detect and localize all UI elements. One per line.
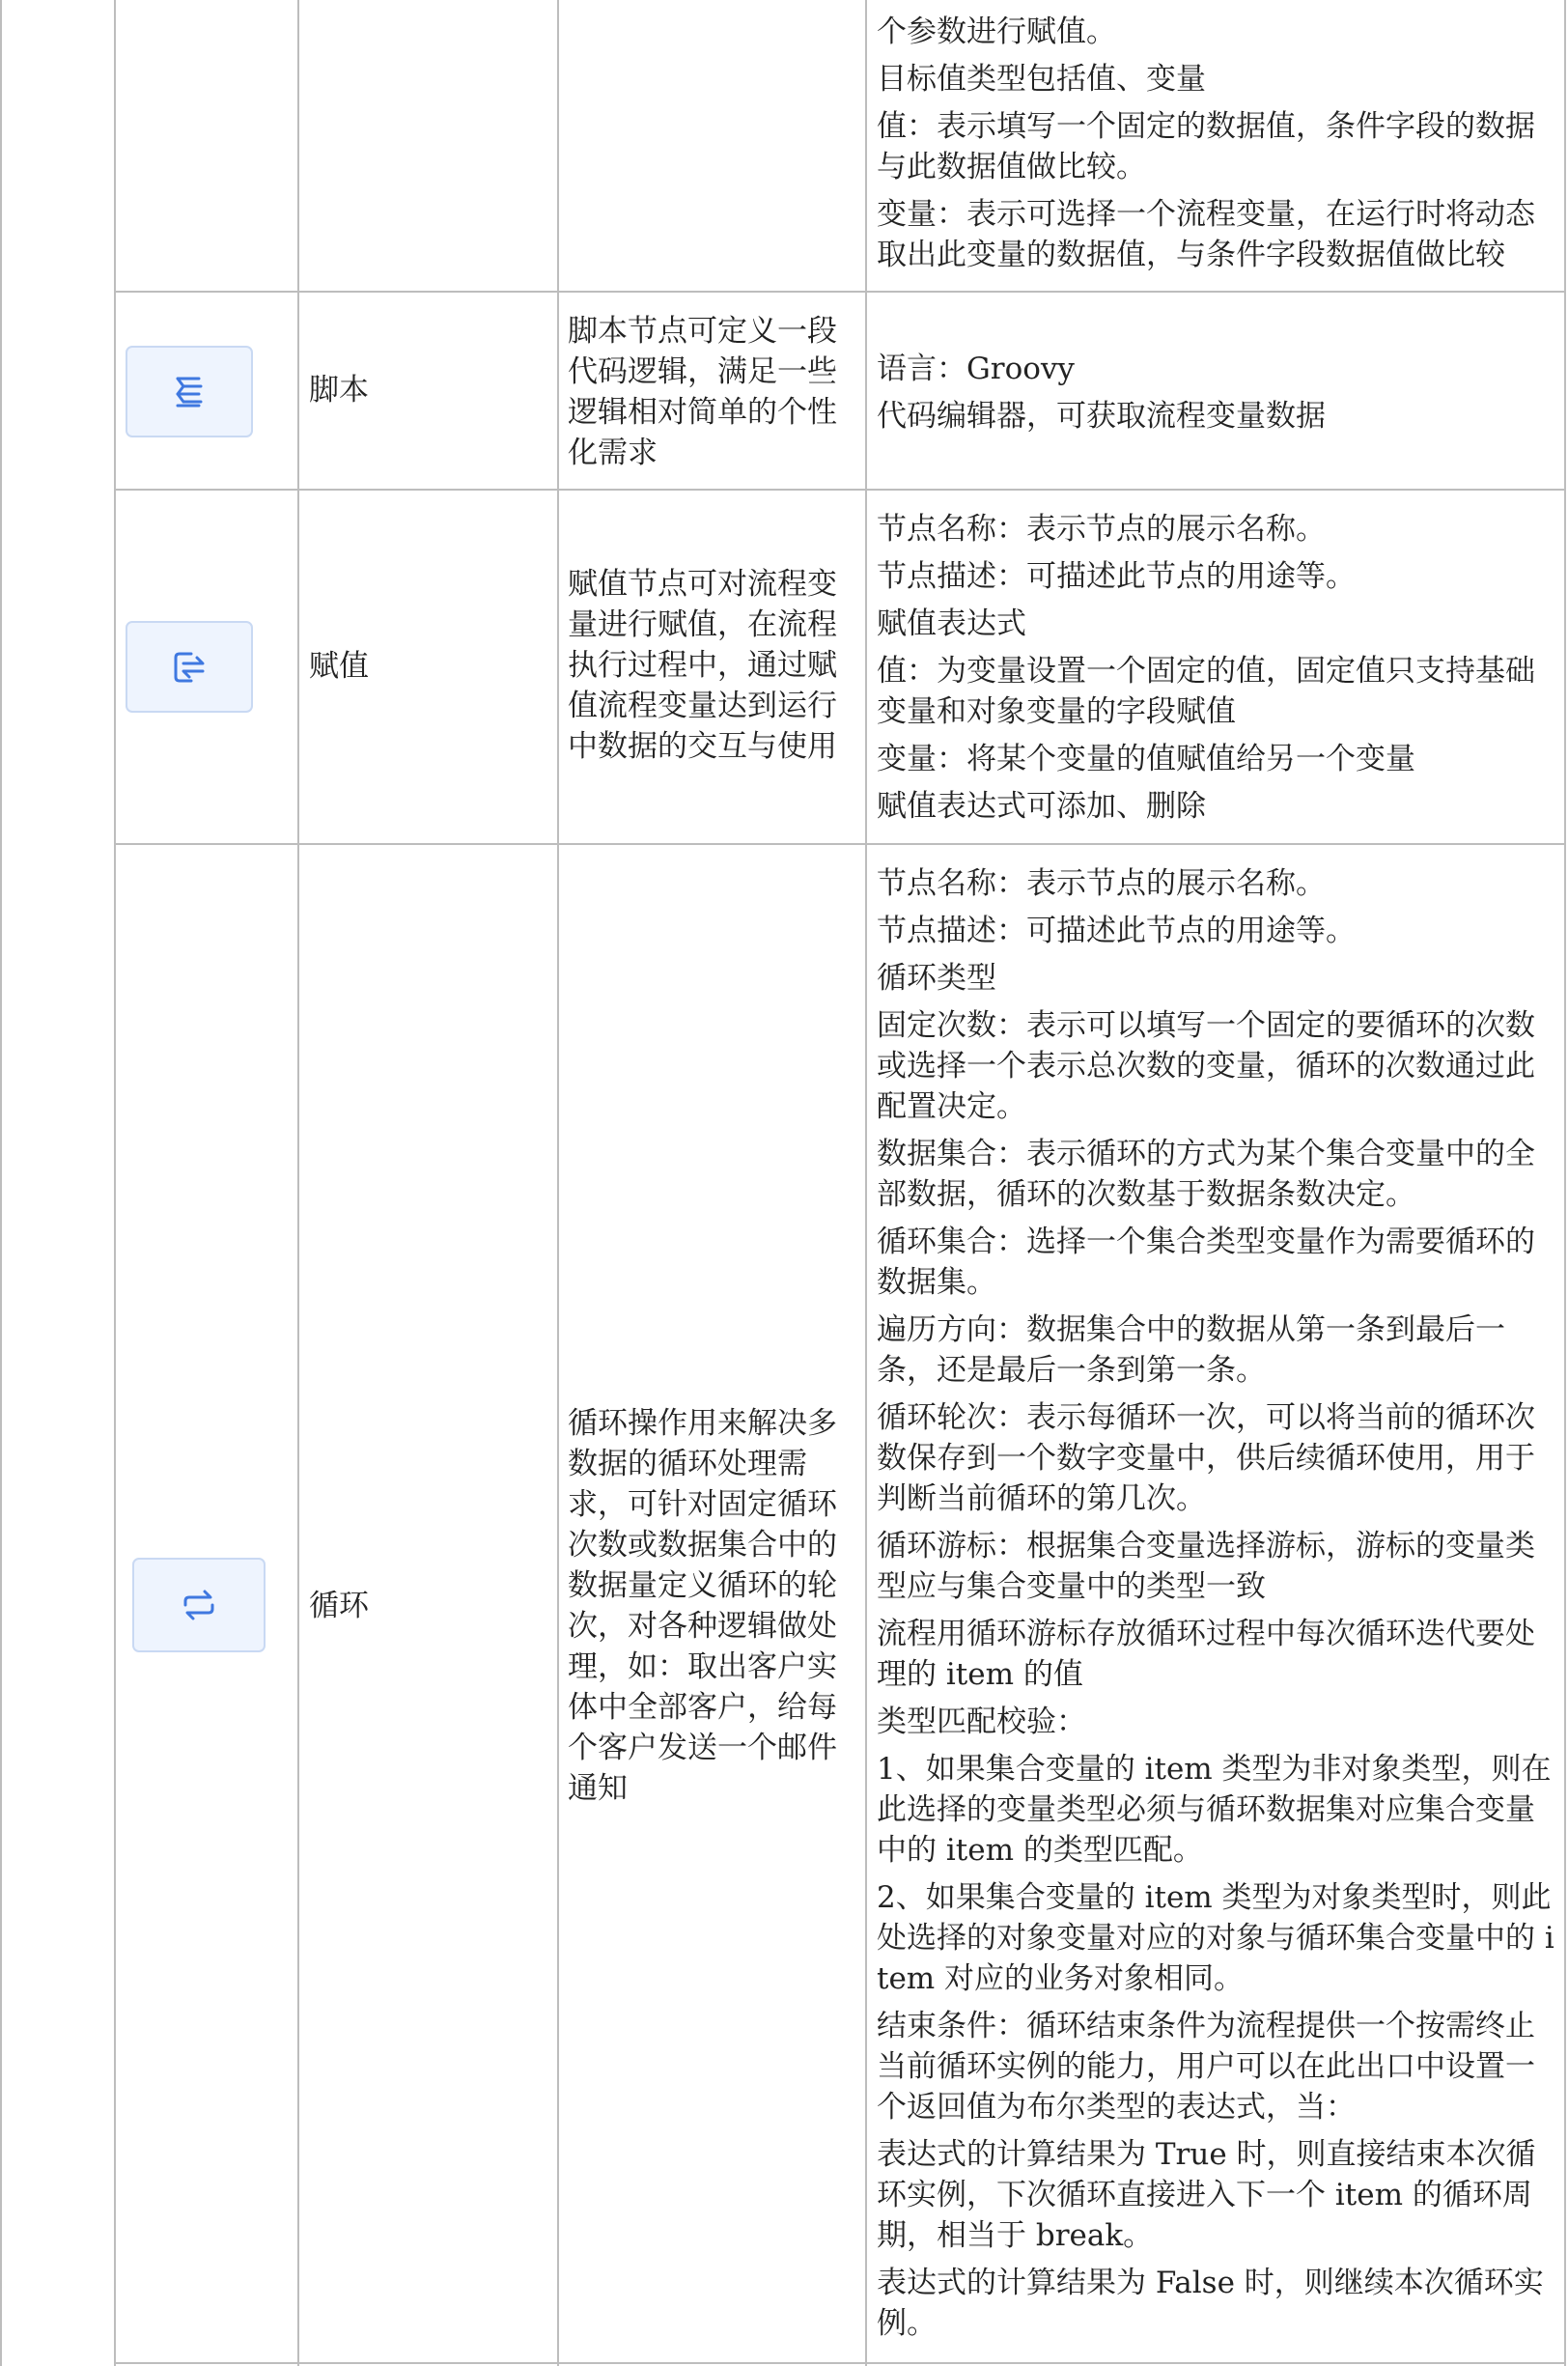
- node-name: 循环: [309, 1589, 369, 1623]
- assign-node-button[interactable]: [126, 621, 253, 713]
- description-line: 体中全部客户，给每: [568, 1690, 837, 1725]
- description-line: 执行过程中，通过赋: [568, 648, 837, 683]
- description-line: 量进行赋值，在流程: [568, 607, 837, 642]
- node-description: [568, 1403, 857, 1809]
- table-column-divider: [865, 0, 867, 2366]
- node-description: [568, 564, 857, 767]
- table-border-left: [0, 0, 2, 2366]
- config-paragraph: 变量：将某个变量的值赋值给另一个变量: [877, 742, 1415, 776]
- loop-node-button[interactable]: [132, 1558, 266, 1652]
- config-paragraph: 数据集合：表示循环的方式为某个集合变量中的全部数据，循环的次数基于数据条数决定。: [877, 1137, 1535, 1212]
- node-name: 赋值: [309, 649, 369, 684]
- row-divider: [114, 291, 1566, 293]
- config-paragraph: 2、如果集合变量的 item 类型为对象类型时，则此处选择的对象变量对应的对象与循环集合变量中的 item 对应的业务对象相同。: [877, 1880, 1554, 1996]
- node-description: [568, 311, 857, 473]
- node-name: 脚本: [309, 373, 369, 408]
- config-paragraph: 目标值类型包括值、变量: [877, 62, 1206, 97]
- config-paragraph: 节点名称：表示节点的展示名称。: [877, 866, 1326, 901]
- row-divider: [114, 489, 1566, 491]
- description-line: 次数或数据集合中的: [568, 1528, 837, 1563]
- config-cell: [877, 509, 1558, 833]
- config-paragraph: 值：表示填写一个固定的数据值，条件字段的数据与此数据值做比较。: [877, 109, 1535, 184]
- config-paragraph: 循环游标：根据集合变量选择游标，游标的变量类型应与集合变量中的类型一致: [877, 1529, 1535, 1604]
- description-line: 逻辑相对简单的个性: [568, 395, 837, 430]
- loop-icon: [180, 1586, 218, 1624]
- table-column-divider: [114, 0, 116, 2366]
- config-paragraph: 固定次数：表示可以填写一个固定的要循环的次数或选择一个表示总次数的变量，循环的次数通过此配置决定。: [877, 1008, 1535, 1124]
- config-paragraph: 类型匹配校验：: [877, 1704, 1086, 1739]
- config-paragraph: 循环类型: [877, 961, 996, 996]
- config-paragraph: 结束条件：循环结束条件为流程提供一个按需终止当前循环实例的能力，用户可以在此出口中设置一个返回值为布尔类型的表达式，当：: [877, 2009, 1535, 2125]
- config-paragraph: 变量：表示可选择一个流程变量，在运行时将动态取出此变量的数据值，与条件字段数据值做比较: [877, 197, 1535, 272]
- description-line: 数据量定义循环的轮: [568, 1568, 837, 1603]
- config-paragraph: 个参数进行赋值。: [877, 14, 1116, 49]
- description-line: 化需求: [568, 436, 658, 470]
- table-row: [877, 12, 1558, 282]
- row-divider: [114, 843, 1566, 845]
- config-paragraph: 语言：Groovy: [877, 352, 1075, 386]
- config-paragraph: 节点描述：可描述此节点的用途等。: [877, 914, 1356, 948]
- description-line: 中数据的交互与使用: [568, 729, 837, 764]
- description-line: 个客户发送一个邮件: [568, 1731, 837, 1765]
- description-line: 数据的循环处理需: [568, 1447, 807, 1481]
- script-node-button[interactable]: [126, 346, 253, 437]
- config-paragraph: 赋值表达式可添加、删除: [877, 789, 1206, 824]
- row-divider: [114, 2362, 1566, 2364]
- config-paragraph: 赋值表达式: [877, 606, 1026, 641]
- config-paragraph: 节点名称：表示节点的展示名称。: [877, 512, 1326, 547]
- config-paragraph: 1、如果集合变量的 item 类型为非对象类型，则在此选择的变量类型必须与循环数据集对应集合变量中的 item 的类型匹配。: [877, 1752, 1552, 1868]
- description-line: 循环操作用来解决多: [568, 1406, 837, 1441]
- description-line: 理，如：取出客户实: [568, 1649, 837, 1684]
- assign-icon: [170, 648, 209, 687]
- table-column-divider: [297, 0, 299, 2366]
- description-line: 求，可针对固定循环: [568, 1487, 837, 1522]
- config-paragraph: 循环轮次：表示每循环一次，可以将当前的循环次数保存到一个数字变量中，供后续循环使用，用于判断当前循环的第几次。: [877, 1400, 1535, 1516]
- description-line: 值流程变量达到运行: [568, 689, 837, 723]
- description-line: 通知: [568, 1771, 628, 1806]
- config-paragraph: 表达式的计算结果为 True 时，则直接结束本次循环实例，下次循环直接进入下一个 item 的循环周期，相当于 break。: [877, 2137, 1536, 2253]
- table-border-right: [1564, 0, 1566, 2366]
- config-paragraph: 遍历方向：数据集合中的数据从第一条到最后一条，还是最后一条到第一条。: [877, 1312, 1505, 1388]
- description-line: 脚本节点可定义一段: [568, 314, 837, 349]
- config-paragraph: 表达式的计算结果为 False 时，则继续本次循环实例。: [877, 2266, 1544, 2341]
- config-cell: [877, 12, 1558, 275]
- description-line: 代码逻辑，满足一些: [568, 354, 837, 389]
- script-icon: [170, 373, 209, 411]
- config-cell: [877, 349, 1558, 443]
- description-line: 赋值节点可对流程变: [568, 567, 837, 602]
- config-paragraph: 代码编辑器，可获取流程变量数据: [877, 399, 1326, 434]
- config-paragraph: 流程用循环游标存放循环过程中每次循环迭代要处理的 item 的值: [877, 1617, 1535, 1692]
- description-line: 次，对各种逻辑做处: [568, 1609, 837, 1644]
- config-paragraph: 循环集合：选择一个集合类型变量作为需要循环的数据集。: [877, 1225, 1535, 1300]
- config-paragraph: 节点描述：可描述此节点的用途等。: [877, 559, 1356, 594]
- config-paragraph: 值：为变量设置一个固定的值，固定值只支持基础变量和对象变量的字段赋值: [877, 654, 1535, 729]
- config-cell: [877, 863, 1558, 2351]
- table-column-divider: [557, 0, 559, 2366]
